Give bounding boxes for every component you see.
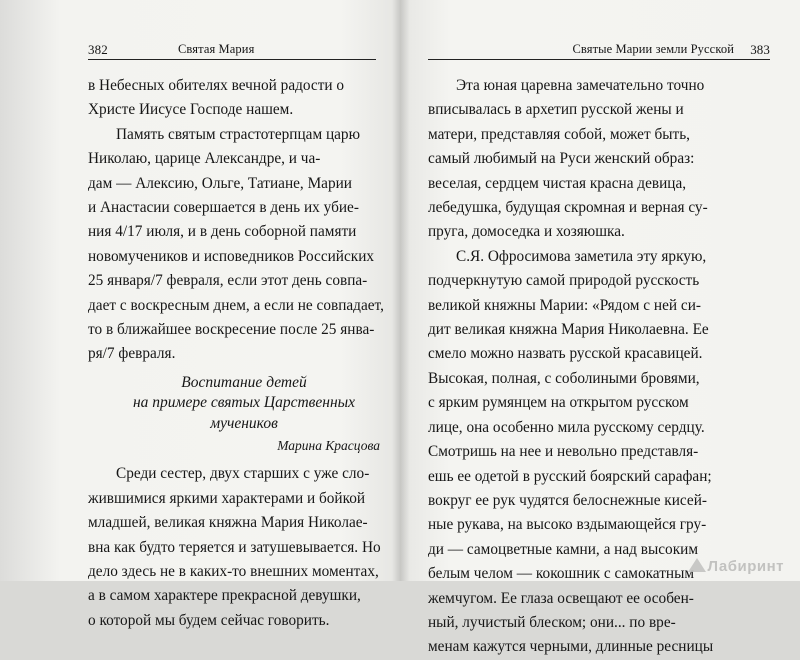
text-line: ные рукава, на высоко вздымающейся гру-	[428, 516, 707, 534]
text-line: ря/7 февраля.	[88, 345, 176, 363]
text-line: ешь ее одетой в русский боярский сарафан;	[428, 467, 712, 485]
text-line: и Анастасии совершается в день их убие-	[88, 199, 359, 217]
text-line: подчеркнутую самой природой русскость	[428, 272, 700, 290]
text-line: младшей, великая княжна Мария Николае-	[88, 514, 368, 532]
text-line: новомучеников и исповедников Российских	[88, 247, 375, 265]
section-title-line: мучеников	[210, 414, 278, 432]
text-line: ный, лучистый блеском; они... по вре-	[428, 613, 676, 631]
text-line: вписывалась в архетип русской жены и	[428, 101, 684, 119]
section-title	[88, 373, 380, 435]
right-page-number: 383	[750, 42, 770, 57]
text-line: лебедушка, будущая скромная и верная су-	[428, 199, 708, 217]
left-page	[0, 0, 400, 629]
text-line: жившимися яркими характерами и бойкой	[88, 489, 366, 507]
watermark-text: Лабиринт	[707, 558, 784, 575]
left-running-title: Святая Мария	[178, 42, 255, 56]
text-line: Среди сестер, двух старших с уже сло-	[116, 465, 370, 483]
text-line: дит великая княжна Мария Николаевна. Ее	[428, 321, 709, 339]
text-line: о которой мы будем сейчас говорить.	[88, 611, 330, 629]
section-title-line: Воспитание детей	[181, 373, 307, 391]
text-line: матери, представляя собой, может быть,	[428, 125, 690, 143]
text-line: а в самом характере прекрасной девушки,	[88, 587, 361, 605]
left-page-number: 382	[88, 42, 108, 57]
text-line: жемчугом. Ее глаза освещают ее особен-	[428, 589, 694, 607]
text-line: вна как будто теряется и затушевывается. Но	[88, 538, 381, 556]
text-line: лице, она особенно мила русскому сердцу.	[428, 418, 705, 436]
text-line: великой княжны Марии: «Рядом с ней си-	[428, 296, 701, 314]
text-line: дам — Алексию, Ольге, Татиане, Марии	[88, 174, 352, 192]
text-line: Эта юная царевна замечательно точно	[456, 77, 705, 94]
text-line: самый любимый на Руси женский образ:	[428, 150, 695, 168]
text-line: Высокая, полная, с соболиными бровями,	[428, 369, 700, 387]
left-page-text	[88, 74, 384, 633]
section-title-line: на примере святых Царственных	[132, 394, 356, 412]
text-line: Память святым страстотерпцам царю	[116, 125, 361, 143]
left-page-header	[88, 42, 376, 60]
text-line: дает с воскресным днем, а если не совпадает,	[88, 296, 384, 314]
text-line: то в ближайшее воскресение после 25 янва-	[88, 321, 375, 339]
text-line: вокруг ее рук чудятся белоснежные кисей-	[428, 491, 707, 509]
text-line: Николаю, царице Александре, и ча-	[88, 150, 321, 168]
text-line: Христе Иисусе Господе нашем.	[88, 101, 294, 119]
text-line: ди — самоцветные камни, а над высоким	[428, 540, 699, 558]
text-line: С.Я. Офросимова заметила эту яркую,	[456, 247, 707, 265]
text-line: в Небесных обителях вечной радости о	[88, 77, 345, 94]
right-page-header	[428, 42, 770, 60]
text-line: менам кажутся черными, длинные ресницы	[428, 638, 714, 656]
right-running-title: Святые Марии земли Русской	[572, 42, 734, 56]
right-page	[400, 0, 800, 656]
text-line: Смотришь на нее и невольно представля-	[428, 443, 699, 461]
text-line: ния 4/17 июля, и в день соборной памяти	[88, 223, 357, 241]
text-line: дело здесь не в каких-то внешних моментах,	[88, 563, 379, 580]
text-line: веселая, сердцем чистая красна девица,	[428, 174, 687, 192]
text-line: с ярким румянцем на открытом русском	[428, 394, 689, 412]
text-line: пруга, домоседка и хозяюшка.	[428, 223, 625, 241]
text-line: смело можно назвать русской красавицей.	[428, 345, 703, 363]
text-line: белым челом — кокошник с самокатным	[428, 565, 695, 583]
section-author: Марина Красцова	[277, 438, 380, 454]
labirint-logo-icon	[688, 558, 706, 572]
text-line: 25 января/7 февраля, если этот день совпа-	[88, 272, 368, 290]
labirint-watermark	[688, 558, 784, 575]
